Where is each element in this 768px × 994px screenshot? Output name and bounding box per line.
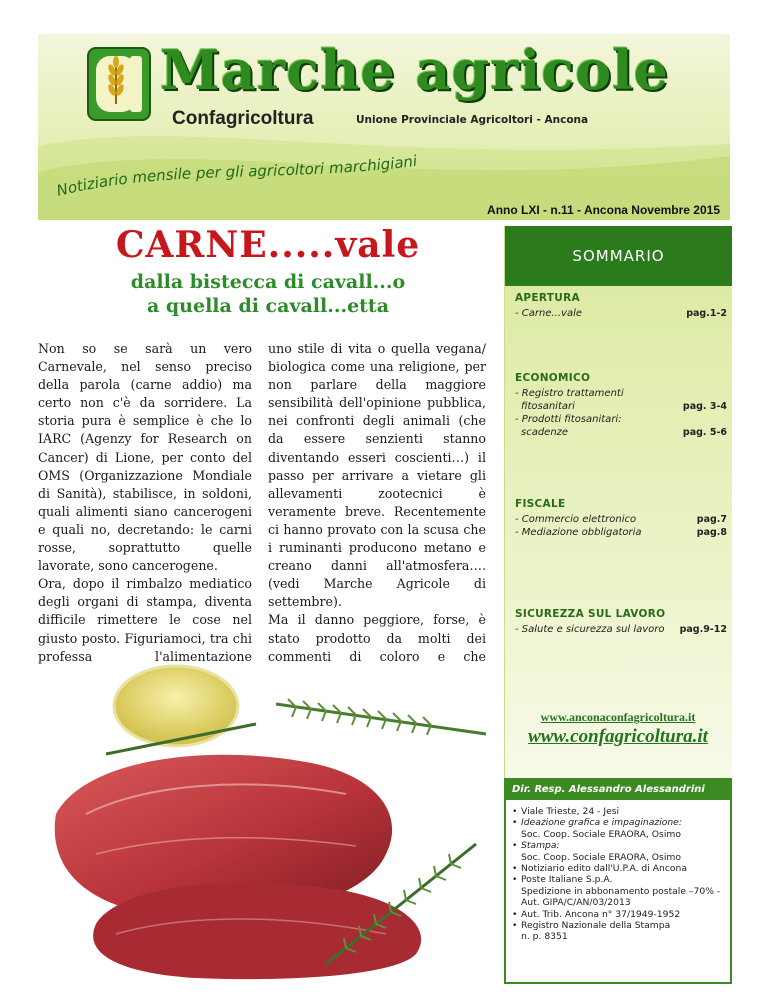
summary-section-economico (515, 372, 727, 439)
website-link-confagricoltura[interactable]: www.confagricoltura.it (528, 726, 708, 747)
section-title: APERTURA (515, 292, 580, 304)
masthead (38, 34, 730, 220)
colophon-list (506, 800, 730, 943)
summary-entry[interactable] (515, 307, 727, 320)
colophon-item: • Stampa: Soc. Coop. Sociale ERAORA, Osimo (512, 840, 724, 863)
entry-label: fitosanitari (521, 401, 575, 412)
summary-entry[interactable] (515, 426, 727, 439)
article-column-2 (268, 340, 486, 702)
paragraph: Ora, dopo il rimbalzo mediatico degli organi di stampa, diventa difficile rimettere le cose nel giusto posto. Figuriamoci, tra chi professa l'alimentazione (38, 576, 252, 664)
summary-section-fiscale (515, 498, 727, 539)
summary-sidebar (504, 226, 732, 780)
summary-entry[interactable] (515, 526, 727, 539)
summary-entry[interactable] (515, 413, 727, 426)
entry-label: scadenze (521, 427, 569, 438)
raw-meat-with-rosemary-and-oil-icon (26, 664, 498, 984)
entry-page: pag. 5-6 (682, 427, 727, 438)
colophon-item: • Viale Trieste, 24 - Jesi (512, 806, 724, 817)
summary-entry[interactable] (515, 623, 727, 636)
entry-label: - Mediazione obbligatoria (515, 527, 642, 538)
summary-entry[interactable] (515, 400, 727, 413)
article-headline: CARNE.....vale (115, 224, 421, 266)
issue-info: Anno LXI - n.11 - Ancona Novembre 2015 (487, 203, 720, 217)
organization-subtitle: Unione Provinciale Agricoltori - Ancona (356, 114, 589, 126)
entry-page: pag.7 (696, 514, 727, 525)
entry-label: - Carne...vale (515, 308, 583, 319)
entry-label: - Prodotti fitosanitari: (515, 414, 622, 425)
entry-page: pag.8 (696, 527, 727, 538)
newsletter-title: Marche agricole (160, 38, 669, 102)
colophon-item: • Ideazione grafica e impaginazione: Soc. Coop. Sociale ERAORA, Osimo (512, 817, 724, 840)
paragraph: Non so se sarà un vero Carnevale, nel senso preciso della parola (carne addio) ma certo non c'è da sorridere. La storia pura è semplice è che lo IARC (Agenzy for Research on Cancer) di Lione, per conto del OMS (Organizzazione Mondiale di Sanità), stabilisce, in soldoni, quali alimenti siano cancerogeni e quali no, decretando: le carni rosse, soprattutto quelle lavorate, sono cancerogene. (38, 341, 252, 574)
summary-section-apertura (515, 292, 727, 320)
paragraph: uno stile di vita o quella vegana/ biologica come una religione, per non parlare della maggiore sensibilità dell'opinione pubblica, nei confronti degli animali (che da essere senzienti stanno diventando esseri coscienti…) il passo per arrivare a vietare gli allevamenti zootecnici è veramente breve. Recentemente ci hanno provato con la scusa che i ruminanti producono metano e creano danni all'atmosfera…. (vedi Marche Agricole di settembre). (268, 341, 486, 610)
website-link-ancona[interactable]: www.anconaconfagricoltura.it (540, 710, 696, 724)
article-subhead (38, 270, 498, 318)
tagline: Notiziario mensile per gli agricoltori marchigiani (54, 151, 418, 200)
summary-entry[interactable] (515, 387, 727, 400)
paragraph: Ma il danno peggiore, forse, è stato prodotto da molti dei commenti di coloro e che (268, 612, 486, 664)
section-title: ECONOMICO (515, 372, 591, 384)
entry-page: pag.9-12 (679, 624, 727, 635)
entry-label: - Registro trattamenti (515, 388, 624, 399)
organization-name: Confagricoltura (172, 108, 314, 129)
entry-label: - Commercio elettronico (515, 514, 637, 525)
entry-label: - Salute e sicurezza sul lavoro (515, 624, 665, 635)
colophon-item: • Registro Nazionale della Stampa n. p. 8351 (512, 920, 724, 943)
colophon-item: • Poste Italiane S.p.A. Spedizione in abbonamento postale –70% - Aut. GIPA/C/AN/03/2013 (512, 874, 724, 908)
director-line: Dir. Resp. Alessandro Alessandrini (506, 780, 730, 800)
section-title: SICUREZZA SUL LAVORO (515, 608, 666, 620)
wheat-a-logo-icon (86, 44, 152, 124)
summary-section-sicurezza (515, 608, 727, 636)
section-title: FISCALE (515, 498, 566, 510)
summary-entry[interactable] (515, 513, 727, 526)
entry-page: pag. 3-4 (682, 401, 727, 412)
article-column-1 (38, 340, 252, 684)
colophon-box (504, 778, 732, 984)
subhead-line-1: dalla bistecca di cavall...o (130, 271, 406, 293)
colophon-item: • Aut. Trib. Ancona n° 37/1949-1952 (512, 909, 724, 920)
summary-heading: SOMMARIO (505, 226, 732, 286)
entry-page: pag.1-2 (686, 308, 727, 319)
subhead-line-2: a quella di cavall...etta (146, 295, 390, 317)
colophon-item: • Notiziario edito dall'U.P.A. di Ancona (512, 863, 724, 874)
